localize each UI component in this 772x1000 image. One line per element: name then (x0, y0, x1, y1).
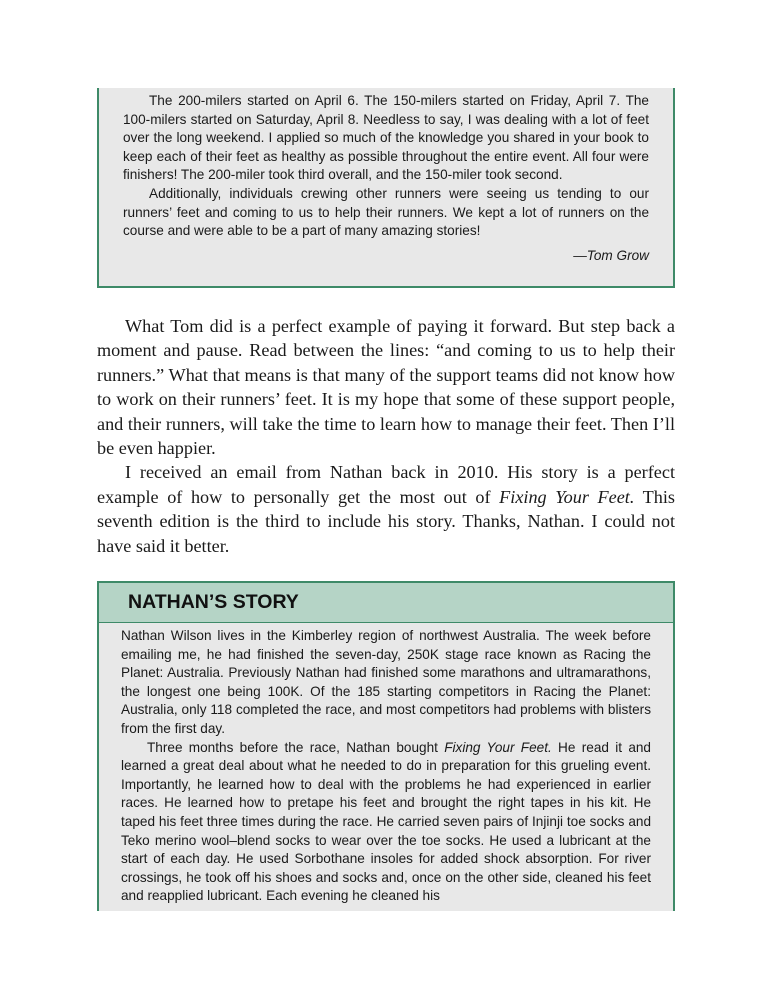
body-text-span: I received an email from Nathan back in 2010. His story is a perfect example of how to personally get the most out of (97, 462, 675, 507)
body-text-span: This seventh edition is the third to include his story. Thanks, Nathan. I could not have said it better. (97, 486, 675, 556)
sidebar-paragraph: Additionally, individuals crewing other runners were seeing us tending to our runners’ feet and coming to us to help their runners. We kept a lot of runners on the course and were able to be a part of many amazing stories! (123, 185, 649, 239)
sidebar-title: NATHAN’S STORY (99, 583, 673, 623)
body-paragraph (97, 460, 675, 558)
nathan-story-sidebar (97, 581, 675, 911)
sidebar-body (99, 623, 673, 906)
sidebar-paragraph: Nathan Wilson lives in the Kimberley region of northwest Australia. The week before emailing me, he had finished the seven-day, 250K stage race known as Racing the Planet: Australia. Previously Nathan had finished some marathons and ultramarathons, the longest one being 100K. Of the 185 starting competitors in Racing the Planet: Australia, only 118 completed the race, and most competitors had problems with blisters from the first day. (121, 628, 651, 736)
signature: —Tom Grow (573, 247, 649, 263)
book-title: Fixing Your Feet. (499, 486, 635, 507)
main-body-text (97, 314, 675, 558)
sidebar-paragraph: The 200-milers started on April 6. The 150-milers started on Friday, April 7. The 100-milers started on Saturday, April 8. Needless to say, I was dealing with a lot of feet over the long weekend. I applied so much of the knowledge you shared in your book to keep each of their feet as healthy as possible throughout the entire event. All four were finishers! The 200-miler took third overall, and the 150-miler took second. (123, 93, 649, 183)
sidebar-paragraph (121, 739, 651, 906)
body-text-span: He read it and learned a great deal about what he needed to do in preparation for this grueling event. Importantly, he learned how to deal with the problems he had experienced in earlier races. He learned how to pretape his feet and brought the right tapes in his kit. He taped his feet three times during the race. He carried seven pairs of Injinji toe socks and Teko merino wool–blend socks to wear over the toe socks. He used a lubricant at the start of each day. He used Sorbothane insoles for added shock absorption. For river crossings, he took off his shoes and socks and, once on the other side, cleaned his feet and reapplied lubricant. Each evening he cleaned his (121, 739, 651, 904)
book-title: Fixing Your Feet. (444, 739, 552, 755)
tom-grow-sidebar (97, 88, 675, 288)
body-text-span: Three months before the race, Nathan bought (147, 739, 445, 755)
body-paragraph: What Tom did is a perfect example of paying it forward. But step back a moment and pause. Read between the lines: “and coming to us to help their runners.” What that means is that many of the support teams did not know how to work on their runners’ feet. It is my hope that some of these support people, and their runners, will take the time to learn how to manage their feet. Then I’ll be even happier. (97, 316, 675, 459)
